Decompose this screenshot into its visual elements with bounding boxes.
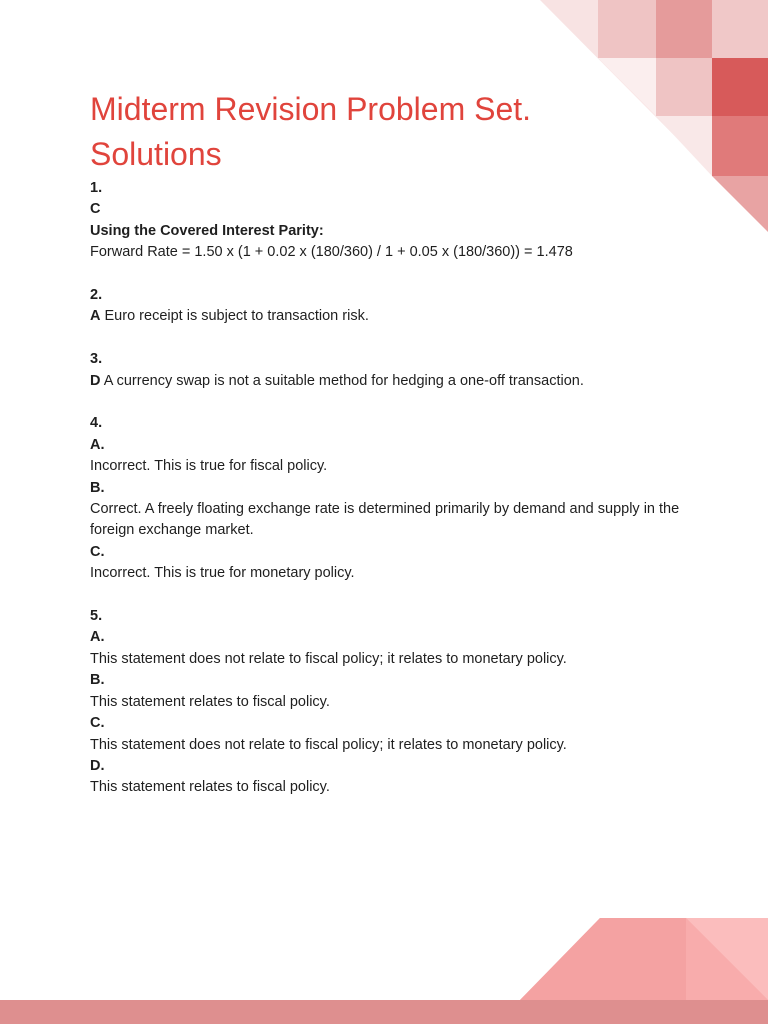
option-text: This statement relates to fiscal policy. [90,693,330,710]
solution-text: Forward Rate = 1.50 x (1 + 0.02 x (180/360) / 1 + 0.05 x (180/360)) = 1.478 [90,244,573,261]
question-3 [90,349,690,392]
answer-line [90,371,690,392]
solution-heading: Using the Covered Interest Parity: [90,222,324,239]
answer-letter: A [90,308,101,325]
option-letter: B. [90,479,105,496]
question-number: 3. [90,351,103,368]
option-text: Incorrect. This is true for monetary policy. [90,565,355,582]
solution-text: A currency swap is not a suitable method for hedging a one-off transaction. [103,372,584,389]
solutions-content [90,178,690,820]
answer-letter: D [90,372,101,389]
question-number: 1. [90,180,103,196]
question-number: 4. [90,415,103,432]
page-title [90,87,590,177]
solution-text: Euro receipt is subject to transaction risk. [104,308,369,325]
question-4 [90,413,690,584]
option-letter: A. [90,629,105,646]
question-2 [90,285,690,328]
answer-letter: C [90,201,101,218]
question-5 [90,606,690,799]
bottom-right-decoration [0,918,768,1024]
option-text: This statement relates to fiscal policy. [90,779,330,796]
option-letter: D. [90,757,105,774]
option-text: Incorrect. This is true for fiscal policy. [90,458,328,475]
option-text: Correct. A freely floating exchange rate is determined primarily by demand and supply in the foreign exchange market. [90,501,680,539]
question-1 [90,178,690,264]
title-line-1: Midterm Revision Problem Set. [90,91,532,128]
answer-line [90,306,690,327]
option-letter: B. [90,672,105,689]
option-letter: C. [90,543,105,560]
title-line-2: Solutions [90,136,222,173]
option-letter: C. [90,715,105,732]
question-number: 5. [90,608,103,625]
question-number: 2. [90,287,103,304]
option-text: This statement does not relate to fiscal policy; it relates to monetary policy. [90,736,567,753]
option-text: This statement does not relate to fiscal policy; it relates to monetary policy. [90,650,567,667]
option-letter: A. [90,436,105,453]
